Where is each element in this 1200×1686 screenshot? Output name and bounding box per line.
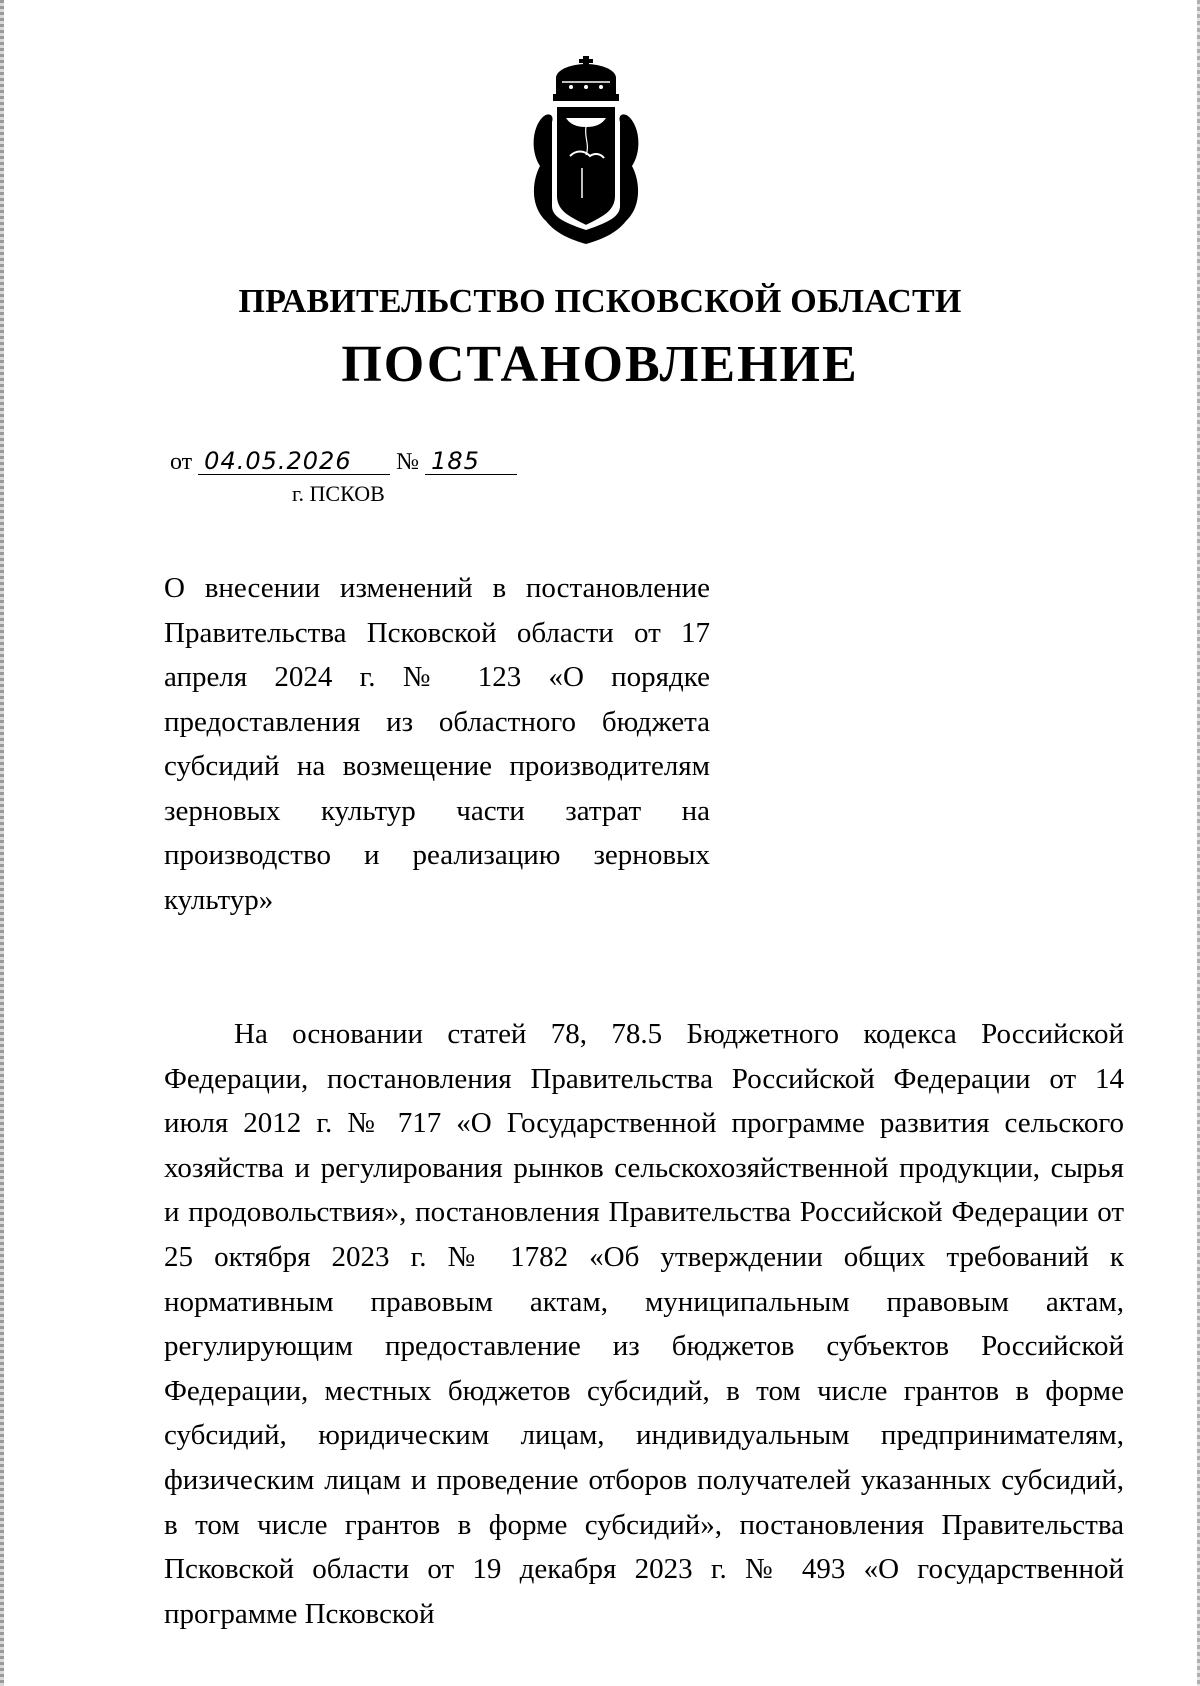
from-label: от — [170, 449, 193, 475]
organization-heading: ПРАВИТЕЛЬСТВО ПСКОВСКОЙ ОБЛАСТИ — [238, 283, 962, 320]
date-number-line — [170, 448, 517, 476]
city-label: г. ПСКОВ — [292, 481, 385, 506]
coat-of-arms-emblem — [526, 56, 646, 246]
body-paragraph: На основании статей 78, 78.5 Бюджетного кодекса Российской Федерации, постановления Правительства Российской Федерации от 14 июля 2012 г. № 717 «О Государственной программе развития сельского хозяйства и регулирования рынков сельскохозяйственной продукции, сырья и продовольствия», постановления Правительства Российской Федерации от 25 октября 2023 г. № 1782 «Об утверждении общих требований к нормативным правовым актам, муниципальным правовым актам, регулирующим предоставление из бюджетов субъектов Российской Федерации, местных бюджетов субсидий, в том числе грантов в форме субсидий, юридическим лицам, индивидуальным предпринимателям, физическим лицам и проведение отборов получателей указанных субсидий, в том числе грантов в форме субсидий», постановления Правительства Псковской области от 19 декабря 2023 г. № 493 «О государственной программе Псковской — [164, 1018, 1124, 1630]
number-label: № — [396, 449, 420, 475]
scan-edge-left — [0, 0, 4, 1686]
document-title: О внесении изменений в постановление Правительства Псковской области от 17 апреля 2024 г. № 123 «О порядке предоставления из областного бюджета субсидий на возмещение производителям зерновых культур части затрат на производство и реализацию зерновых культур» — [164, 572, 710, 916]
handwritten-date: 04.05.2026 — [198, 448, 390, 475]
handwritten-number: 185 — [425, 448, 517, 475]
document-type-heading: ПОСТАНОВЛЕНИЕ — [341, 336, 859, 393]
